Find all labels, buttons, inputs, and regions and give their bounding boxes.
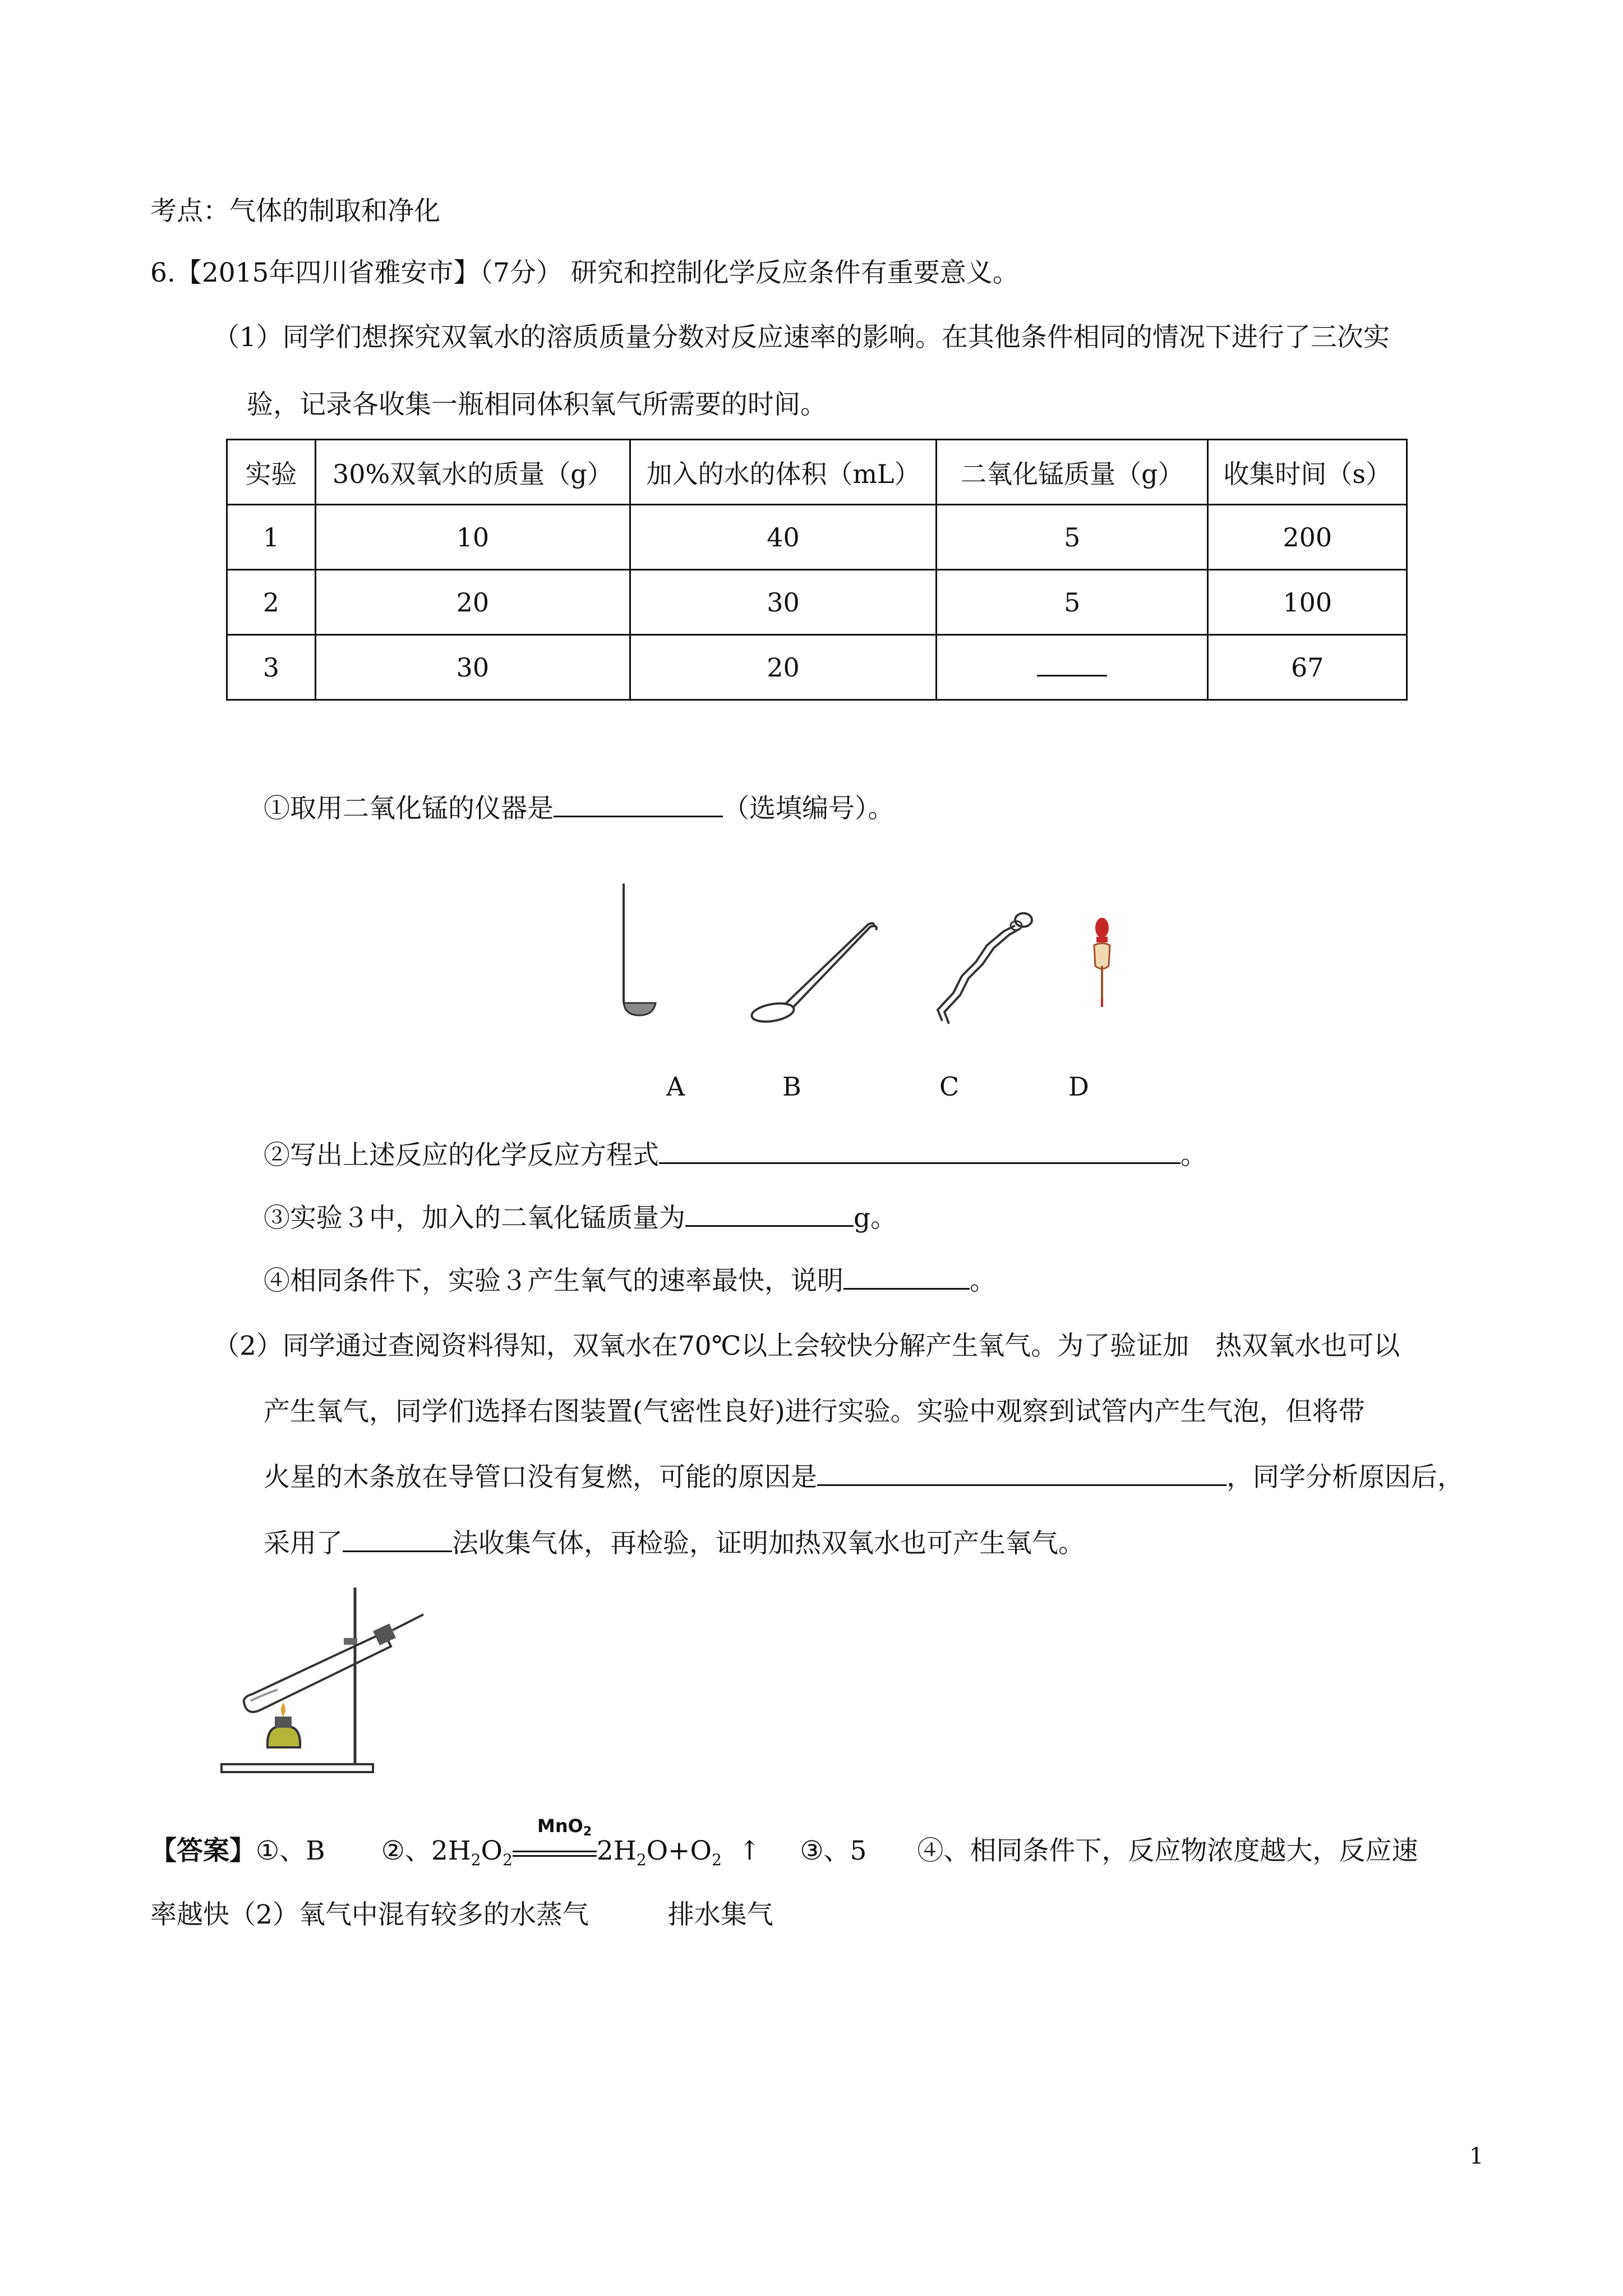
gas-arrow-icon: ↑ [738,1835,761,1866]
answer-2-prefix: ②、 [381,1835,431,1866]
equation-right: $2H_2O+O_2$ [596,1835,722,1869]
subq-4 [264,1263,996,1299]
part2-line3 [264,1460,1464,1496]
table-cell: 2 [227,570,316,635]
part2-line3-tail: ，同学分析原因后， [1227,1462,1464,1493]
heating-apparatus [216,1582,451,1784]
subq-3-tail: g。 [854,1203,897,1234]
table-cell: 20 [630,635,936,700]
tweezers-icon [938,913,1032,1024]
table-cell: 40 [630,505,936,570]
subq-2-text: ②写出上述反应的化学反应方程式 [264,1140,659,1171]
table-row [227,635,1407,700]
instrument-b [746,920,880,1027]
instrument-a [608,881,665,1027]
table-cell: 10 [315,505,630,570]
medicine-spoon-icon [624,884,656,1015]
page-number: 1 [1469,2143,1484,2169]
subq-3 [264,1200,897,1236]
instrument-c [931,909,1038,1032]
subq-1-tail: （选填编号）。 [723,793,895,824]
instrument-label-b: B [782,1071,801,1102]
table-cell: 100 [1208,570,1407,635]
subq-4-text: ④相同条件下，实验３产生氧气的速率最快，说明 [264,1266,843,1296]
table-header-row [227,440,1407,505]
equation-left: $2H_2O_2$ [431,1835,513,1869]
part2-line3-text: 火星的木条放在导管口没有复燃，可能的原因是 [264,1462,817,1493]
table-header-cell: 收集时间（s） [1208,440,1407,505]
part1-line1: （1）同学们想探究双氧水的溶质质量分数对反应速率的影响。在其他条件相同的情况下进行了三次实 [213,322,1390,353]
subq-1-text: ①取用二氧化锰的仪器是 [264,793,554,824]
part2-line4-text: 采用了 [264,1528,343,1559]
answer-blank[interactable] [343,1528,452,1552]
subq-1 [264,791,895,827]
part2-line4-tail: 法收集气体，再检验，证明加热双氧水也可产生氧气。 [452,1528,1085,1559]
instrument-label-a: A [666,1071,685,1102]
spatula-icon [750,923,877,1025]
table-header-cell: 二氧化锰质量（g） [937,440,1208,505]
table-cell: 5 [937,570,1208,635]
answer-label: 【答案】 [150,1835,256,1866]
table-cell-blank[interactable] [937,635,1208,700]
part2-line2: 产生氧气，同学们选择右图装置(气密性良好)进行实验。实验中观察到试管内产生气泡，但将带 [264,1396,1365,1427]
table-cell: 200 [1208,505,1407,570]
table-cell: 20 [315,570,630,635]
table-cell: 3 [227,635,316,700]
subq-3-text: ③实验３中，加入的二氧化锰质量为 [264,1203,685,1234]
instrument-label-c: C [939,1071,960,1102]
table-header-cell: 实验 [227,440,316,505]
answer-3: ③、5 [800,1835,867,1866]
answer-blank[interactable] [685,1203,854,1227]
answer-1: ①、B [256,1835,325,1866]
table-cell: 5 [937,505,1208,570]
test-tube-icon [244,1614,423,1712]
subq-2 [264,1138,1207,1174]
answer-blank[interactable] [817,1462,1227,1486]
answer-4: ④、相同条件下，反应物浓度越大，反应速 [917,1835,1418,1866]
table-row [227,505,1407,570]
answer-blank[interactable] [843,1266,970,1290]
instrument-label-d: D [1068,1071,1089,1102]
question-intro: 6.【2015年四川省雅安市】（7分） 研究和控制化学反应条件有重要意义。 [150,257,1019,288]
table-row [227,570,1407,635]
catalyst-label: MnO2 [537,1815,592,1839]
dropper-icon [1094,918,1110,1007]
table-header-cell: 加入的水的体积（mL） [630,440,936,505]
table-cell: 67 [1208,635,1407,700]
part1-line2: 验，记录各收集一瓶相同体积氧气所需要的时间。 [247,389,827,420]
kaodian-line: 考点：气体的制取和净化 [150,196,440,227]
instrument-d [1080,914,1124,1027]
alcohol-lamp-icon [268,1703,300,1747]
answer-line1 [150,1833,1418,1878]
table-cell: 30 [315,635,630,700]
table-header-cell: 30%双氧水的质量（g） [315,440,630,505]
table-cell: 30 [630,570,936,635]
answer-blank[interactable] [1037,652,1107,677]
answer-blank[interactable] [554,793,723,817]
subq-2-tail: 。 [1181,1140,1207,1171]
experiment-table [226,439,1408,701]
part2-line1: （2）同学通过查阅资料得知，双氧水在70℃以上会较快分解产生氧气。为了验证加 热双氧水也可以 [213,1331,1400,1361]
equation-arrow [513,1842,597,1864]
table-cell: 1 [227,505,316,570]
subq-4-tail: 。 [970,1266,996,1296]
answer-line2: 率越快（2）氧气中混有较多的水蒸气 排水集气 [150,1899,773,1930]
answer-blank[interactable] [659,1140,1181,1164]
part2-line4 [264,1526,1085,1562]
